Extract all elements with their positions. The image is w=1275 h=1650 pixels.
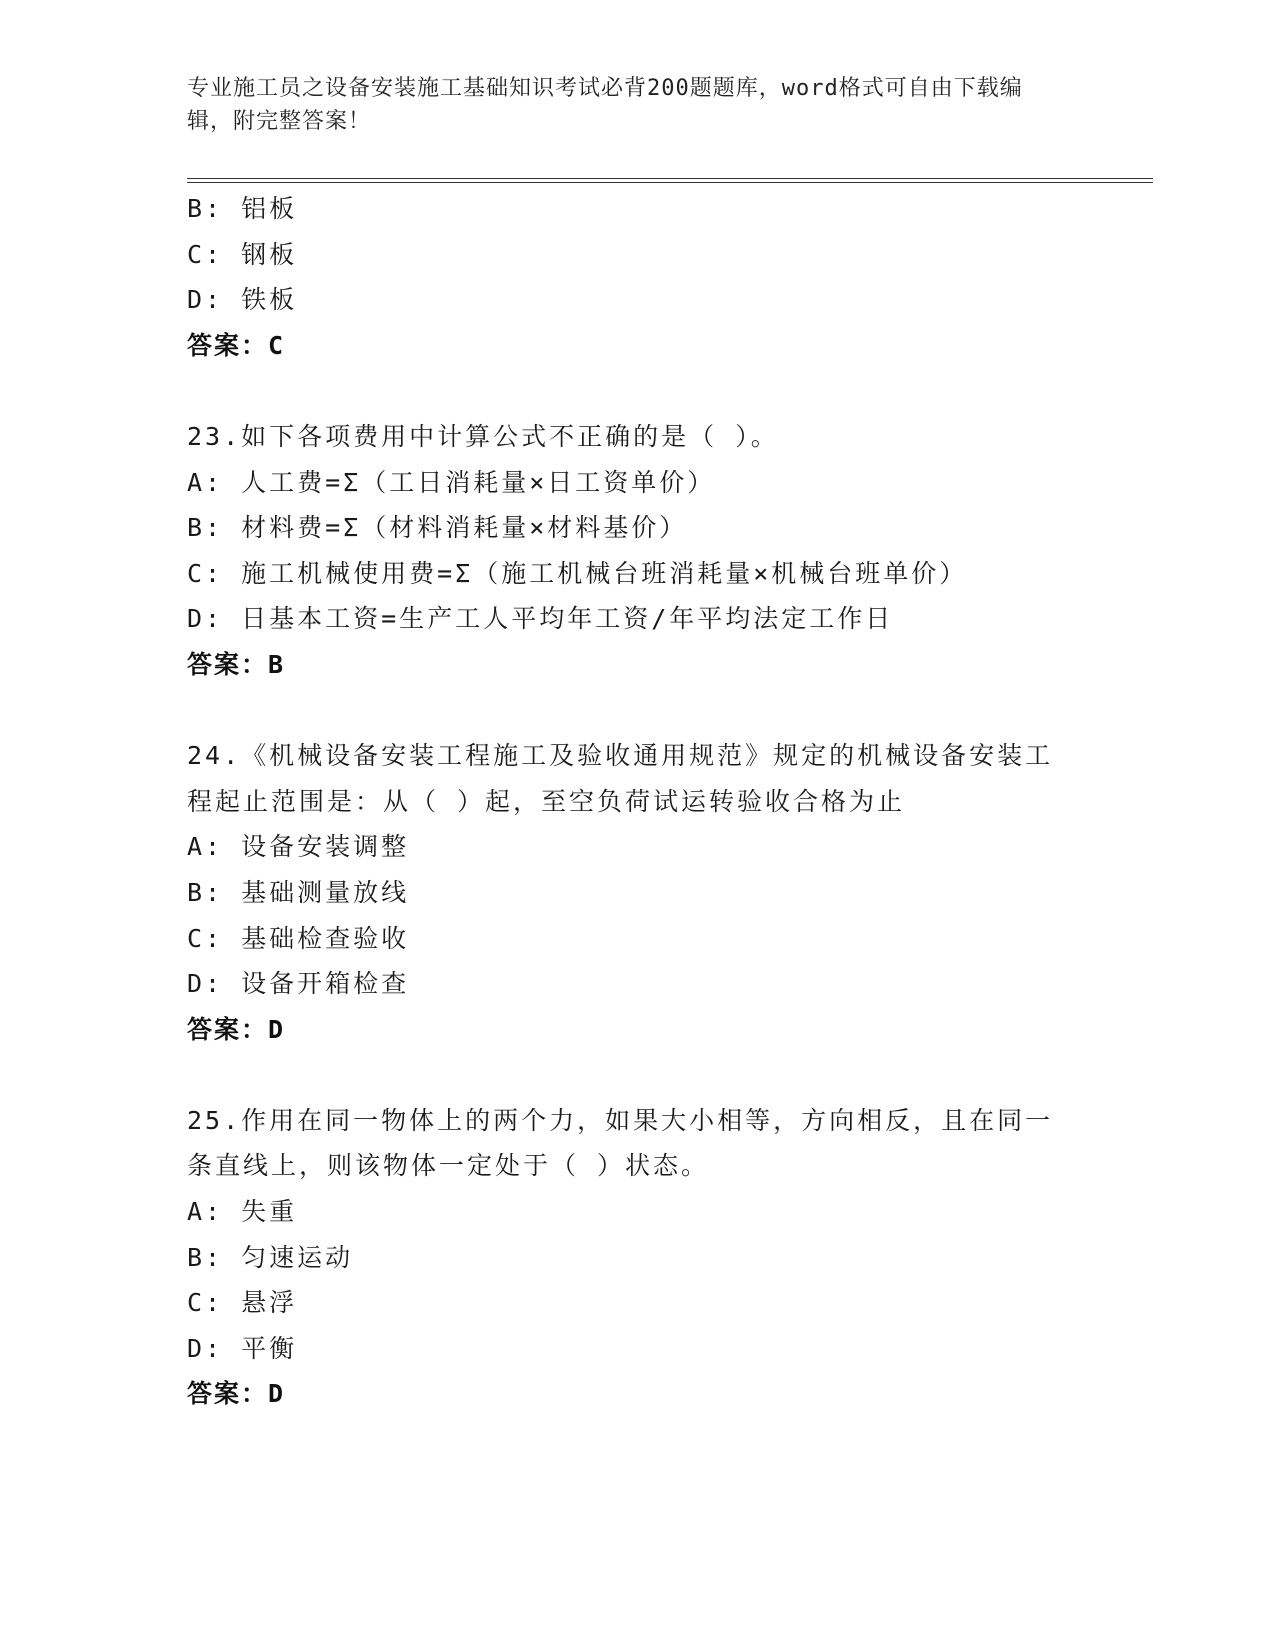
option-b: B: 基础测量放线 [187,877,410,907]
document-title: 专业施工员之设备安装施工基础知识考试必背200题题库，word格式可自由下载编辑，附完整答案！ [187,76,1023,134]
option-d: D: 平衡 [187,1333,298,1363]
answer-line: 答案：C [187,330,286,360]
question-stem: 25.作用在同一物体上的两个力，如果大小相等，方向相反，且在同一条直线上，则该物体一定处于（ ）状态。 [187,1105,1054,1181]
option-c: C: 基础检查验收 [187,923,410,953]
option-d: D: 日基本工资=生产工人平均年工资/年平均法定工作日 [187,604,894,634]
question-stem: 24.《机械设备安装工程施工及验收通用规范》规定的机械设备安装工程起止范围是：从（ ）起，至空负荷试运转验收合格为止 [187,741,1054,816]
option-b: B: 材料费=Σ（材料消耗量×材料基价） [187,513,688,543]
question-22-continued [187,186,1087,368]
document-header [187,72,1067,138]
option-c: C: 施工机械使用费=Σ（施工机械台班消耗量×机械台班单价） [187,558,968,588]
option-b: B: 铝板 [187,194,298,223]
option-c: C: 钢板 [187,239,298,269]
question-content [187,186,1087,1417]
question-stem: 23.如下各项费用中计算公式不正确的是（ ）。 [187,421,779,451]
option-d: D: 设备开箱检查 [187,969,410,999]
header-divider [187,178,1153,183]
question-23 [187,414,1087,688]
spacer [187,368,1087,414]
option-b: B: 匀速运动 [187,1242,354,1272]
option-c: C: 悬浮 [187,1288,298,1318]
spacer [187,688,1087,734]
option-a: A: 人工费=Σ（工日消耗量×日工资单价） [187,467,716,497]
answer-line: 答案：D [187,1379,286,1409]
question-25 [187,1098,1087,1417]
spacer [187,1052,1087,1098]
option-a: A: 失重 [187,1197,298,1227]
option-a: A: 设备安装调整 [187,832,410,862]
question-24 [187,733,1087,1052]
answer-line: 答案：B [187,649,286,679]
answer-line: 答案：D [187,1014,286,1044]
option-d: D: 铁板 [187,285,298,315]
